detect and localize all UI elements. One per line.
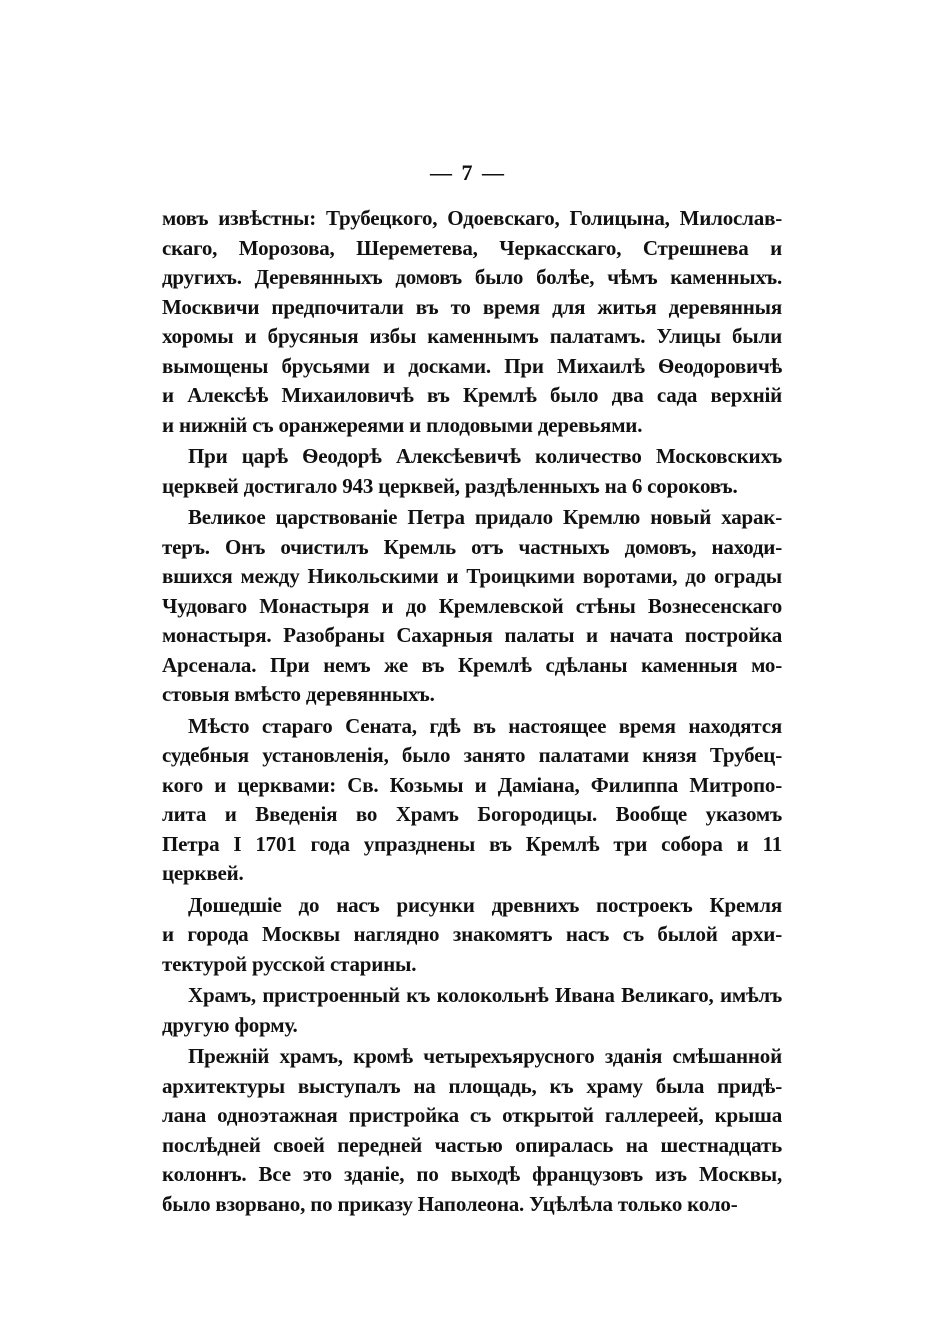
text-line: было взорвано, по приказу Наполеона. Уцѣлѣла только коло- <box>162 1191 738 1216</box>
text-line: архитектуры выступалъ на площадь, къ храму была придѣ- <box>162 1073 782 1098</box>
paragraph <box>162 981 782 1040</box>
text-line: Арсенала. При немъ же въ Кремлѣ сдѣланы каменныя мо- <box>162 652 782 677</box>
text-line: хоромы и брусяныя избы каменнымъ палатамъ. Улицы были <box>162 324 782 348</box>
text-line: Великое царствованіе Петра придало Кремлю новый харак- <box>188 505 782 529</box>
text-line: кого и церквами: Св. Козьмы и Даміана, Филиппа Митропо- <box>162 772 782 797</box>
paragraph <box>162 442 782 501</box>
text-line: судебныя установленія, было занято палатами князя Трубец- <box>162 743 782 767</box>
text-line: Мѣсто стараго Сената, гдѣ въ настоящее время находятся <box>188 713 782 738</box>
text-line: стовыя вмѣсто деревянныхъ. <box>162 682 435 706</box>
text-line: теръ. Онъ очистилъ Кремль отъ частныхъ домовъ, находи- <box>162 534 782 559</box>
text-line: колоннъ. Все это зданіе, по выходѣ французовъ изъ Москвы, <box>162 1162 782 1186</box>
body-text <box>162 204 782 1219</box>
paragraph <box>162 712 782 889</box>
text-line: и Алексѣѣ Михаиловичѣ въ Кремлѣ было два сада верхній <box>162 383 782 407</box>
text-line: скаго, Морозова, Шереметева, Черкасскаго, Стрешнева и <box>162 235 782 260</box>
text-line: вшихся между Никольскими и Троицкими воротами, до ограды <box>162 564 782 588</box>
text-line: и нижній съ оранжереями и плодовыми деревьями. <box>162 412 643 437</box>
text-line: тектурой русской старины. <box>162 951 417 976</box>
text-line: другую форму. <box>162 1012 298 1037</box>
text-line: лана одноэтажная пристройка съ открытой галлереей, крыша <box>162 1103 782 1127</box>
text-line: вымощены брусьями и досками. При Михаилѣ Ѳеодоровичѣ <box>162 353 782 378</box>
paragraph <box>162 1042 782 1219</box>
text-line: При царѣ Ѳеодорѣ Алексѣевичѣ количество Московскихъ <box>188 444 782 468</box>
text-line: лита и Введенія во Храмъ Богородицы. Вообще указомъ <box>162 802 782 826</box>
text-line: мовъ извѣстны: Трубецкого, Одоевскаго, Голицына, Милослав- <box>162 206 782 230</box>
text-line: церквей достигало 943 церквей, раздѣленныхъ на 6 сороковъ. <box>162 473 738 498</box>
text-line: Прежній храмъ, кромѣ четырехъярусного зданія смѣшанной <box>188 1044 782 1068</box>
text-line: послѣдней своей передней частью опиралась на шестнадцать <box>162 1132 782 1157</box>
text-line: Москвичи предпочитали въ то время для житья деревянныя <box>162 294 782 319</box>
page-number: — 7 — <box>430 160 506 185</box>
paragraph <box>162 204 782 440</box>
text-line: и города Москвы наглядно знакомятъ насъ съ былой архи- <box>162 922 782 946</box>
text-line: Храмъ, пристроенный къ колокольнѣ Ивана Великаго, имѣлъ <box>188 983 782 1007</box>
text-line: другихъ. Деревянныхъ домовъ было болѣе, чѣмъ каменныхъ. <box>162 265 782 289</box>
text-line: церквей. <box>162 861 244 885</box>
text-line: монастыря. Разобраны Сахарныя палаты и начата постройка <box>162 623 782 647</box>
text-line: Чудоваго Монастыря и до Кремлевской стѣны Вознесенскаго <box>162 593 782 618</box>
paragraph <box>162 891 782 980</box>
text-line: Петра I 1701 года упразднены въ Кремлѣ три собора и 11 <box>162 831 782 856</box>
paragraph <box>162 503 782 710</box>
text-line: Дошедшіе до насъ рисунки древнихъ построекъ Кремля <box>188 892 782 917</box>
